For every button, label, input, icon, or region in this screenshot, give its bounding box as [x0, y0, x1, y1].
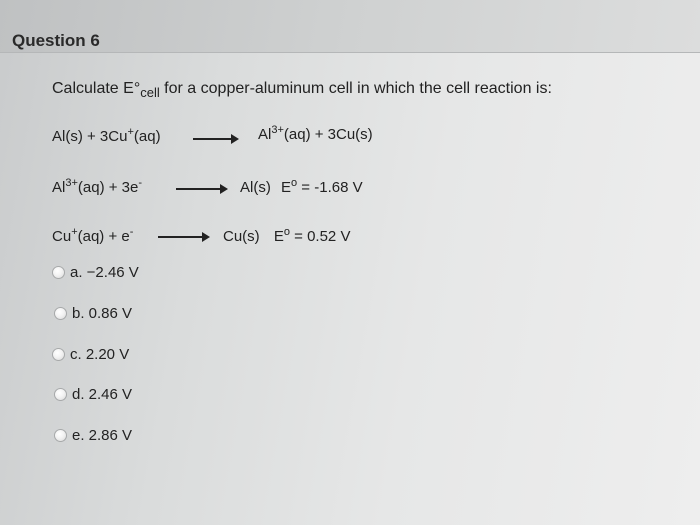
- prompt-subscript: cell: [140, 85, 160, 100]
- question-title: Question 6: [12, 31, 100, 50]
- reaction-right-b: (aq) + 3Cu(s): [283, 126, 373, 143]
- radio-b[interactable]: [54, 307, 67, 320]
- option-d-label: d. 2.46 V: [72, 385, 133, 403]
- reaction-left-a: Al(s) + 3Cu: [52, 128, 128, 145]
- reaction-right-sup: 3+: [271, 124, 284, 136]
- option-a-label: a. −2.46 V: [70, 263, 139, 281]
- prompt-text-start: Calculate E°: [52, 80, 141, 97]
- option-b-label: b. 0.86 V: [72, 304, 133, 322]
- half-reaction-1-products: [240, 179, 363, 196]
- radio-a[interactable]: [52, 266, 65, 279]
- option-a[interactable]: [52, 262, 139, 282]
- reaction-left-b: (aq): [133, 128, 161, 145]
- half-reaction-2: [52, 228, 133, 245]
- half1-left-b: (aq) + 3e: [77, 179, 139, 196]
- prompt-text-end: for a copper-aluminum cell in which the cell reaction is:: [159, 80, 552, 97]
- option-e[interactable]: [54, 425, 132, 445]
- half1-e-label: E: [281, 179, 292, 196]
- half1-left-sup2: -: [138, 177, 143, 189]
- question-prompt: [52, 80, 552, 98]
- option-c[interactable]: [52, 344, 129, 364]
- half2-left-b: (aq) + e: [77, 228, 130, 245]
- reaction-right-a: Al: [258, 126, 272, 143]
- half1-e-sup: o: [291, 177, 298, 189]
- half-reaction-2-products: [223, 228, 350, 245]
- cell-reaction-products: [258, 126, 373, 143]
- option-d[interactable]: [54, 384, 132, 404]
- option-c-label: c. 2.20 V: [70, 345, 130, 363]
- half1-e-value: = -1.68 V: [297, 179, 363, 196]
- half-reaction-1: [52, 179, 142, 196]
- half1-arrow-icon: [176, 184, 228, 194]
- option-b[interactable]: [54, 303, 132, 323]
- reaction-left-sup: +: [127, 126, 134, 138]
- half1-product: Al(s): [240, 179, 271, 196]
- half2-arrow-icon: [158, 232, 210, 242]
- option-e-label: e. 2.86 V: [72, 426, 133, 444]
- half2-product: Cu(s): [223, 228, 260, 245]
- reaction-arrow-icon: [193, 134, 239, 144]
- half2-e-value: = 0.52 V: [289, 228, 351, 245]
- radio-e[interactable]: [54, 429, 67, 442]
- half1-left-a: Al: [52, 179, 66, 196]
- question-header: [0, 0, 700, 53]
- half2-left-a: Cu: [52, 228, 72, 245]
- half2-e-sup: o: [283, 226, 290, 238]
- half1-left-sup: 3+: [65, 177, 78, 189]
- radio-d[interactable]: [54, 388, 67, 401]
- half2-e-label: E: [273, 228, 284, 245]
- half2-left-sup2: -: [129, 226, 134, 238]
- radio-c[interactable]: [52, 348, 65, 361]
- half2-left-sup: +: [71, 226, 78, 238]
- cell-reaction: [52, 128, 161, 145]
